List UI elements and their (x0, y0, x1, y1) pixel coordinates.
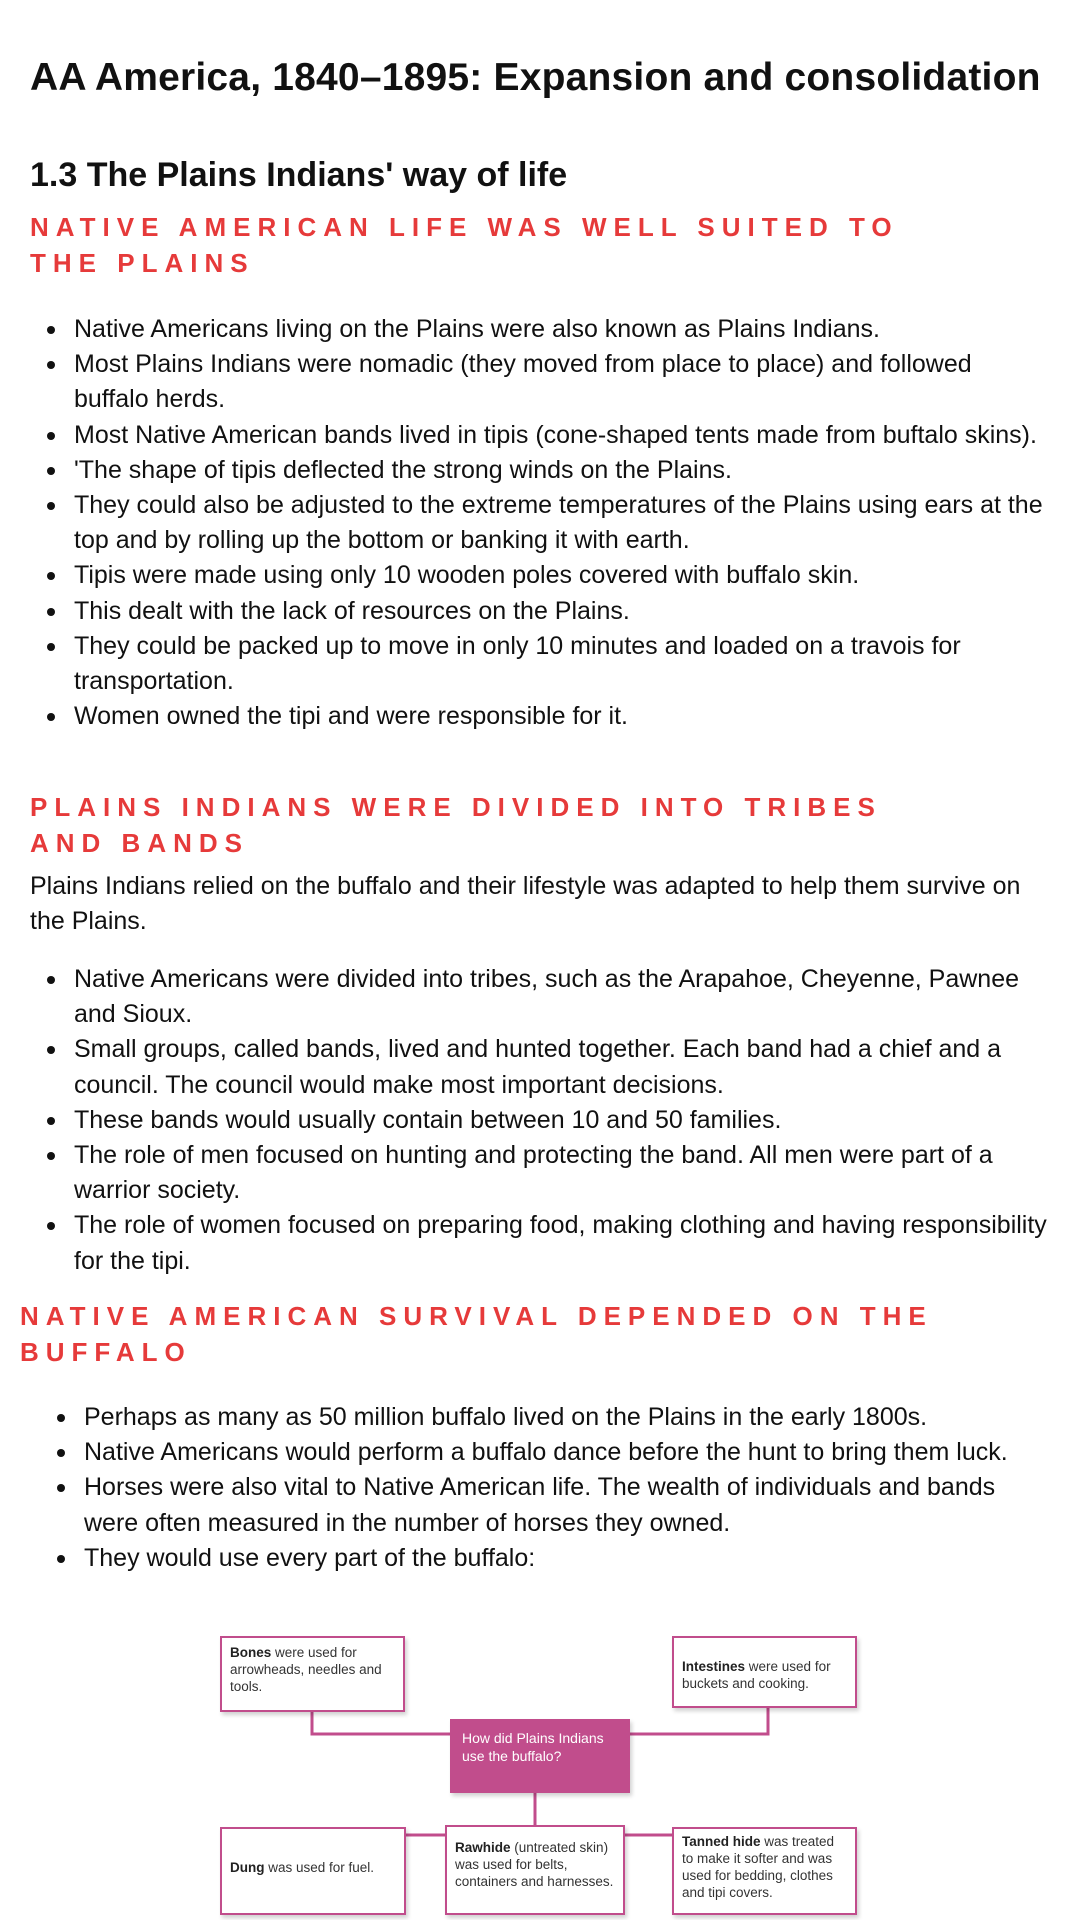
intro-paragraph: Plains Indians relied on the buffalo and their lifestyle was adapted to help them survive on the Plains. (30, 872, 1021, 935)
list-item: Women owned the tipi and were responsible for it. (30, 699, 1050, 734)
heading-line: NATIVE AMERICAN SURVIVAL DEPENDED ON THE (20, 1301, 933, 1331)
document-title: AA America, 1840–1895: Expansion and consolidation (30, 56, 1041, 99)
list-item: Most Plains Indians were nomadic (they moved from place to place) and followed buffalo herds. (30, 347, 1050, 417)
connector-bones (312, 1712, 450, 1734)
tanned-hide-label: Tanned hide (682, 1834, 761, 1849)
dung-label: Dung (230, 1860, 265, 1875)
center-question-box: How did Plains Indians use the buffalo? (450, 1719, 630, 1793)
heading-buffalo (20, 1298, 933, 1370)
connector-intestines (630, 1708, 768, 1734)
list-item: This dealt with the lack of resources on the Plains. (30, 594, 1050, 629)
list-item: The role of men focused on hunting and protecting the band. All men were part of a warrior society. (30, 1138, 1050, 1208)
heading-line: BUFFALO (20, 1337, 192, 1367)
list-item: The role of women focused on preparing food, making clothing and having responsibility for the tipi. (30, 1208, 1050, 1278)
tanned-hide-box (672, 1827, 857, 1915)
tanned-hide-text: was treated to make it softer and was used for bedding, clothes and tipi covers. (682, 1834, 835, 1900)
bones-box (220, 1636, 405, 1712)
intestines-label: Intestines (682, 1659, 746, 1674)
list-item: Small groups, called bands, lived and hunted together. Each band had a chief and a council. The council would make most important decisions. (30, 1032, 1050, 1102)
heading-life-suited (30, 209, 899, 281)
section-title: 1.3 The Plains Indians' way of life (30, 156, 568, 194)
bullet-list-tribes (30, 962, 1050, 1279)
list-item: They would use every part of the buffalo: (40, 1541, 1050, 1576)
list-item: Perhaps as many as 50 million buffalo lived on the Plains in the early 1800s. (40, 1400, 1050, 1435)
list-item: Horses were also vital to Native American life. The wealth of individuals and bands were often measured in the number of horses they owned. (40, 1470, 1050, 1540)
list-item: They could be packed up to move in only 10 minutes and loaded on a travois for transportation. (30, 629, 1050, 699)
bullet-list-tipis (30, 312, 1050, 734)
buffalo-uses-diagram (200, 1628, 880, 1920)
list-item: These bands would usually contain between 10 and 50 families. (30, 1103, 1050, 1138)
bones-label: Bones (230, 1645, 272, 1660)
list-item: 'The shape of tipis deflected the strong winds on the Plains. (30, 453, 1050, 488)
heading-line: NATIVE AMERICAN LIFE WAS WELL SUITED TO (30, 212, 899, 242)
intestines-box (672, 1636, 857, 1708)
heading-line: PLAINS INDIANS WERE DIVIDED INTO TRIBES (30, 792, 882, 822)
heading-line: THE PLAINS (30, 248, 255, 278)
rawhide-box (445, 1825, 625, 1915)
rawhide-text: (untreated skin) was used for belts, containers and harnesses. (455, 1840, 614, 1889)
intestines-text: were used for buckets and cooking. (682, 1659, 831, 1691)
rawhide-label: Rawhide (455, 1840, 511, 1855)
list-item: They could also be adjusted to the extreme temperatures of the Plains using ears at the top and by rolling up the bottom or banking it with earth. (30, 488, 1050, 558)
list-item: Native Americans living on the Plains were also known as Plains Indians. (30, 312, 1050, 347)
dung-text: was used for fuel. (264, 1860, 375, 1875)
heading-tribes-bands (30, 789, 882, 861)
heading-line: AND BANDS (30, 828, 249, 858)
list-item: Native Americans were divided into tribes, such as the Arapahoe, Cheyenne, Pawnee and Sioux. (30, 962, 1050, 1032)
list-item: Tipis were made using only 10 wooden poles covered with buffalo skin. (30, 558, 1050, 593)
bones-text: were used for arrowheads, needles and tools. (230, 1645, 382, 1694)
dung-box (220, 1827, 406, 1915)
list-item: Native Americans would perform a buffalo dance before the hunt to bring them luck. (40, 1435, 1050, 1470)
list-item: Most Native American bands lived in tipis (cone-shaped tents made from buftalo skins). (30, 418, 1050, 453)
bullet-list-buffalo (40, 1400, 1050, 1576)
